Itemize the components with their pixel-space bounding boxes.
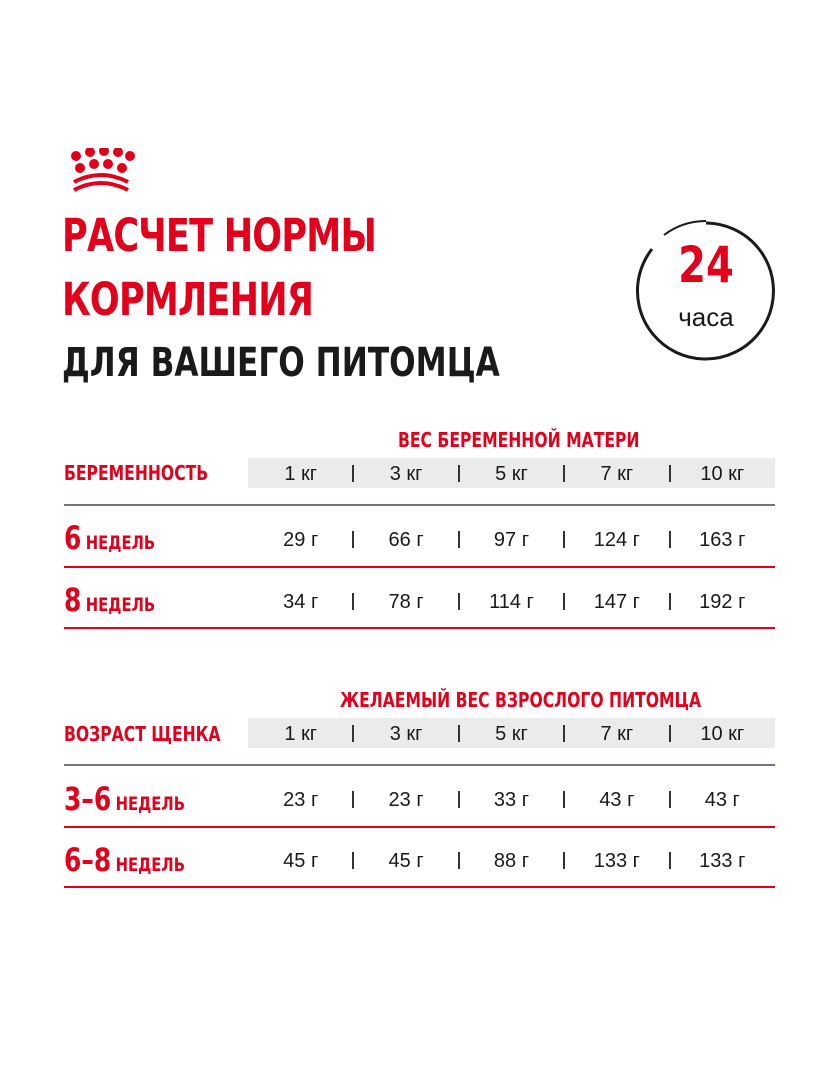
divider xyxy=(64,504,775,506)
divider xyxy=(64,627,775,629)
crown-icon xyxy=(66,148,136,194)
page-subtitle: ДЛЯ ВАШЕГО ПИТОМЦА xyxy=(62,340,500,386)
column-header: 3 кг xyxy=(389,463,423,485)
page-title-line2: КОРМЛЕНИЯ xyxy=(62,273,314,326)
divider xyxy=(64,566,775,568)
column-header: 7 кг xyxy=(600,723,634,745)
table-cell: 147 г xyxy=(593,591,640,613)
table-row xyxy=(248,592,775,612)
table-cell: 23 г xyxy=(283,789,319,811)
table2-title: ЖЕЛАЕМЫЙ ВЕС ВЗРОСЛОГО ПИТОМЦА xyxy=(340,688,702,712)
table-cell: 163 г xyxy=(699,529,746,551)
table-cell: 43 г xyxy=(704,789,740,811)
table-row xyxy=(248,790,775,810)
table1-row-label: 6 НЕДЕЛЬ xyxy=(64,519,156,557)
column-header: 5 кг xyxy=(495,723,528,745)
table-cell: 23 г xyxy=(388,789,424,811)
column-header: 5 кг xyxy=(495,463,528,485)
table-cell: 133 г xyxy=(699,850,746,872)
table-cell: 34 г xyxy=(283,591,319,613)
table-cell: 33 г xyxy=(493,789,530,811)
table-cell: 114 г xyxy=(489,591,534,613)
divider xyxy=(64,886,775,888)
table-cell: 78 г xyxy=(388,591,424,613)
table-row xyxy=(248,851,775,871)
table2-row-label: 3–6 НЕДЕЛЬ xyxy=(64,780,186,818)
table-cell: 66 г xyxy=(388,529,424,551)
table1-title: ВЕС БЕРЕМЕННОЙ МАТЕРИ xyxy=(398,428,640,452)
column-header: 3 кг xyxy=(389,723,423,745)
table-row xyxy=(248,530,775,550)
table-cell: 88 г xyxy=(493,850,530,872)
page-title-line1: РАСЧЕТ НОРМЫ xyxy=(62,209,377,262)
table-cell: 124 г xyxy=(593,529,640,551)
divider xyxy=(64,764,775,766)
badge-hours-label: часа xyxy=(678,302,734,332)
table-cell: 133 г xyxy=(593,850,640,872)
column-header: 1 кг xyxy=(284,463,318,485)
table-cell: 43 г xyxy=(599,789,635,811)
table2-label: ВОЗРАСТ ЩЕНКА xyxy=(64,722,221,746)
column-header: 7 кг xyxy=(600,463,634,485)
divider xyxy=(64,826,775,828)
table-cell: 45 г xyxy=(283,850,319,872)
table-cell: 97 г xyxy=(493,529,530,551)
column-header: 1 кг xyxy=(284,723,318,745)
table2-row-label: 6–8 НЕДЕЛЬ xyxy=(64,841,186,879)
table-cell: 29 г xyxy=(283,529,319,551)
table-cell: 45 г xyxy=(388,850,424,872)
table1-label: БЕРЕМЕННОСТЬ xyxy=(64,461,209,485)
table-cell: 192 г xyxy=(699,591,746,613)
column-header: 10 кг xyxy=(700,723,745,745)
column-header: 10 кг xyxy=(700,463,745,485)
table2-header-row xyxy=(248,724,775,744)
badge-hours-number: 24 xyxy=(678,236,734,294)
table1-row-label: 8 НЕДЕЛЬ xyxy=(64,581,156,619)
table1-header-row xyxy=(248,464,775,484)
